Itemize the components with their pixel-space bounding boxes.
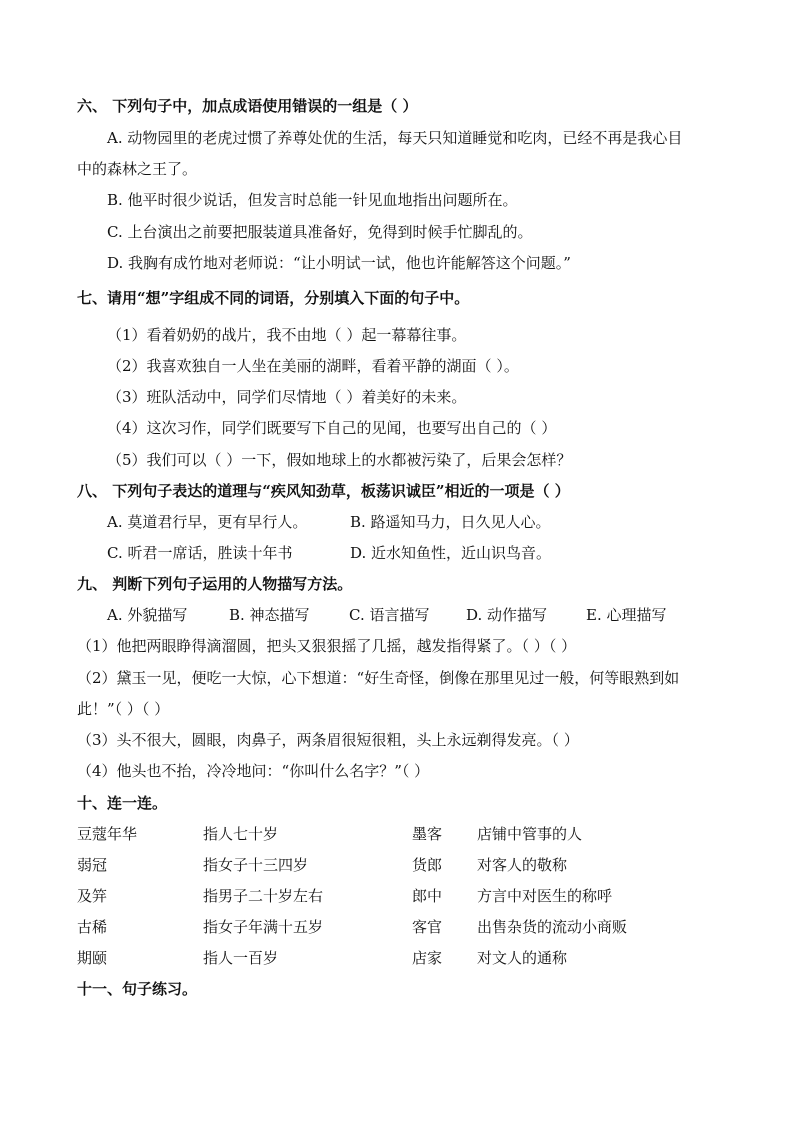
q10-left-def-3: 指男子二十岁左右 [203, 887, 324, 905]
q7-item-4: （4）这次习作，同学们既要写下自己的见闻，也要写出自己的（ ） [107, 419, 557, 437]
q9-title: 九、 判断下列句子运用的人物描写方法。 [77, 575, 353, 593]
q6-option-a-line2: 中的森林之王了。 [77, 160, 198, 178]
q7-title: 七、请用“想”字组成不同的词语，分别填入下面的句子中。 [77, 289, 470, 307]
q10-left-term-3: 及笄 [77, 887, 108, 905]
q10-left-def-1: 指人七十岁 [203, 825, 279, 843]
q6-option-c: C. 上台演出之前要把服装道具准备好，免得到时候手忙脚乱的。 [107, 223, 533, 241]
q9-sentence-1: （1）他把两眼睁得滴溜圆，把头又狠狠摇了几摇，越发指得紧了。（ ）（ ） [77, 637, 577, 655]
q10-right-def-1: 店铺中管事的人 [477, 825, 583, 843]
q10-right-def-4: 出售杂货的流动小商贩 [477, 918, 628, 936]
q10-right-def-2: 对客人的敬称 [477, 856, 568, 874]
q9-option-e: E. 心理描写 [586, 606, 667, 624]
q8-option-a: A. 莫道君行早，更有早行人。 [107, 513, 308, 531]
q9-option-a: A. 外貌描写 [107, 606, 188, 624]
q10-left-def-5: 指人一百岁 [203, 949, 279, 967]
q9-sentence-3: （3）头不很大，圆眼，肉鼻子，两条眉很短很粗，头上永远剃得发亮。（ ） [77, 731, 579, 749]
q10-left-def-4: 指女子年满十五岁 [203, 918, 324, 936]
q9-option-b: B. 神态描写 [229, 606, 310, 624]
q10-right-term-1: 墨客 [412, 825, 443, 843]
q8-option-d: D. 近水知鱼性，近山识鸟音。 [350, 544, 552, 562]
q7-item-2: （2）我喜欢独自一人坐在美丽的湖畔，看着平静的湖面（ ）。 [107, 357, 519, 375]
q9-sentence-2-line2: 此！”（ ）（ ） [77, 700, 170, 718]
q8-option-b: B. 路遥知马力，日久见人心。 [350, 513, 551, 531]
q10-left-term-5: 期颐 [77, 949, 108, 967]
q7-item-5: （5）我们可以（ ）一下，假如地球上的水都被污染了，后果会怎样？ [107, 451, 572, 469]
q9-option-c: C. 语言描写 [349, 606, 430, 624]
q9-sentence-4: （4）他头也不抬，冷冷地问：“你叫什么名字？”（ ） [77, 762, 430, 780]
q10-left-term-2: 弱冠 [77, 856, 108, 874]
q10-right-term-4: 客官 [412, 918, 443, 936]
q10-left-def-2: 指女子十三四岁 [203, 856, 309, 874]
q10-right-term-5: 店家 [412, 949, 443, 967]
q9-sentence-2-line1: （2）黛玉一见，便吃一大惊，心下想道：“好生奇怪，倒像在那里见过一般，何等眼熟到如 [77, 669, 680, 687]
q10-title: 十、连一连。 [77, 794, 168, 812]
q6-title: 六、 下列句子中，加点成语使用错误的一组是（ ） [77, 97, 418, 115]
q7-item-3: （3）班队活动中，同学们尽情地（ ）着美好的未来。 [107, 388, 467, 406]
q10-left-term-4: 古稀 [77, 918, 108, 936]
q8-title: 八、 下列句子表达的道理与“疾风知劲草，板荡识诚臣”相近的一项是（ ） [77, 482, 570, 500]
q9-option-d: D. 动作描写 [466, 606, 548, 624]
q10-left-term-1: 豆蔻年华 [77, 825, 138, 843]
q6-option-b: B. 他平时很少说话，但发言时总能一针见血地指出问题所在。 [107, 191, 518, 209]
q7-item-1: （1）看着奶奶的战片，我不由地（ ）起一幕幕往事。 [107, 326, 467, 344]
q10-right-def-5: 对文人的通称 [477, 949, 568, 967]
q6-option-d: D. 我胸有成竹地对老师说：“让小明试一试，他也许能解答这个问题。” [107, 254, 571, 272]
q10-right-term-2: 货郎 [412, 856, 443, 874]
q10-right-def-3: 方言中对医生的称呼 [477, 887, 613, 905]
q6-option-a-line1: A. 动物园里的老虎过惯了养尊处优的生活，每天只知道睡觉和吃肉，已经不再是我心目 [107, 129, 683, 147]
q8-option-c: C. 听君一席话，胜读十年书 [107, 544, 293, 562]
q11-title: 十一、句子练习。 [77, 980, 198, 998]
q10-right-term-3: 郎中 [412, 887, 443, 905]
